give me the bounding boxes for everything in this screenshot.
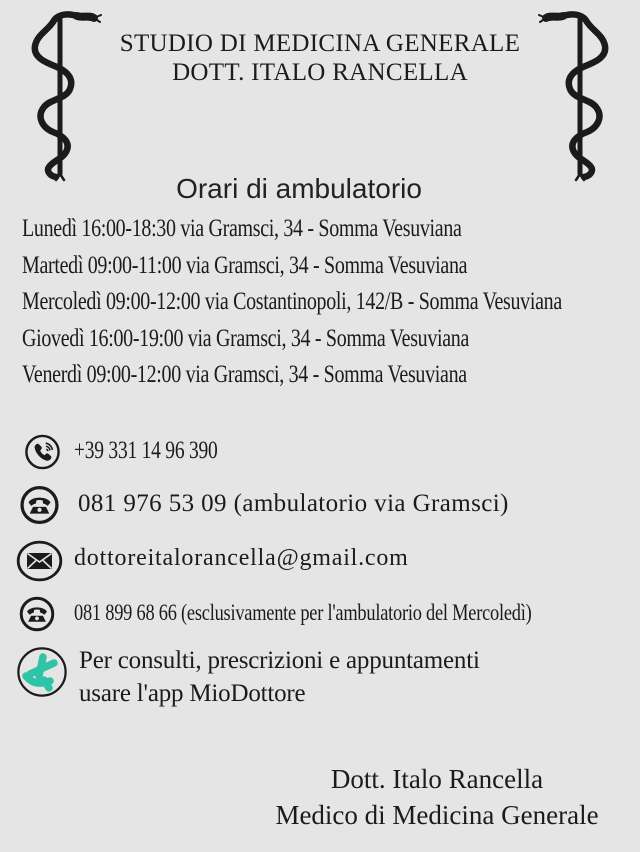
doctor-signature	[275, 761, 598, 833]
practice-title-line1: STUDIO DI MEDICINA GENERALE	[119, 30, 521, 57]
doctor-role: Medico di Medicina Generale	[275, 800, 599, 830]
mobile-phone-icon	[24, 433, 61, 471]
schedule-row-thursday: Giovedì 16:00-19:00 via Gramsci, 34 - Somma Vesuviana	[22, 324, 470, 352]
schedule-row-friday: Venerdì 09:00-12:00 via Gramsci, 34 - Somma Vesuviana	[22, 361, 467, 389]
practice-title	[0, 29, 640, 87]
telephone-icon	[18, 595, 56, 633]
miodottore-app-icon	[16, 646, 68, 698]
schedule-row-monday: Lunedì 16:00-18:30 via Gramsci, 34 - Somma Vesuviana	[22, 215, 462, 242]
email-icon	[16, 540, 63, 582]
practice-title-line2: DOTT. ITALO RANCELLA	[172, 59, 468, 86]
schedule-list	[22, 211, 640, 394]
schedule-heading: Orari di ambulatorio	[176, 173, 422, 204]
miodottore-app-note-line2: usare l'app MioDottore	[79, 680, 306, 707]
email-address: dottoreitalorancella@gmail.com	[74, 545, 409, 571]
schedule-row-wednesday: Mercoledì 09:00-12:00 via Costantinopoli, 142/B - Somma Vesuviana	[22, 288, 562, 316]
miodottore-app-note-line1: Per consulti, prescrizioni e appuntamenti	[79, 647, 480, 674]
mobile-phone-number: +39 331 14 96 390	[74, 437, 218, 464]
landline-mercoledi-number: 081 899 68 66 (esclusivamente per l'ambulatorio del Mercoledì)	[74, 600, 532, 625]
doctor-name: Dott. Italo Rancella	[330, 764, 544, 794]
landline-gramsci-number: 081 976 53 09 (ambulatorio via Gramsci)	[78, 490, 509, 517]
schedule-row-tuesday: Martedì 09:00-11:00 via Gramsci, 34 - Somma Vesuviana	[22, 251, 468, 279]
telephone-icon	[18, 484, 61, 526]
miodottore-app-note	[79, 644, 480, 710]
